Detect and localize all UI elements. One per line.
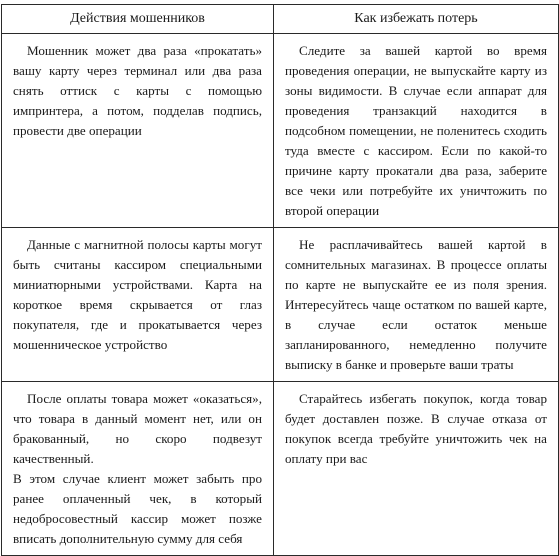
cell-paragraph: Старайтесь избегать покупок, когда товар будет доставлен позже. В случае отказа от покупок всегда требуйте уничтожить чек на оплату при вас xyxy=(285,391,547,466)
fraud-action-cell xyxy=(2,228,274,382)
table-row xyxy=(2,382,559,556)
header-fraud-actions: Действия мошенников xyxy=(2,5,274,34)
cell-paragraph: Мошенник может два раза «прокатать» вашу карту через терминал или два раза снять оттиск с карты с помощью импринтера, а потом, подделав подпись, провести две операции xyxy=(13,43,262,138)
cell-paragraph: Следите за вашей картой во время проведения операции, не выпускайте карту из зоны видимости. В случае если аппарат для проведения транзакций находится в подсобном помещении, не поленитесь сходить туда вместе с кассиром. Если по какой-то причине карту прокатали два раза, заберите все чеки или потребуйте их уничтожить по второй операции xyxy=(285,43,547,218)
cell-paragraph: Данные с магнитной полосы карты могут быть считаны кассиром специальными миниатюрными устройствами. Карта на короткое время скрывается от глаз покупателя, где и прокатывается через мошенническое устройство xyxy=(13,237,262,352)
fraud-action-cell xyxy=(2,382,274,556)
prevention-cell xyxy=(274,228,559,382)
table-row xyxy=(2,228,559,382)
prevention-cell xyxy=(274,382,559,556)
header-how-to-avoid: Как избежать потерь xyxy=(274,5,559,34)
prevention-cell xyxy=(274,34,559,228)
table-row xyxy=(2,34,559,228)
table-header-row xyxy=(2,5,559,34)
fraud-action-cell xyxy=(2,34,274,228)
cell-paragraph: Не расплачивайтесь вашей картой в сомнительных магазинах. В процессе оплаты по карте не выпускайте ее из поля зрения. Интересуйтесь чаще остатком по вашей карте, в случае если остаток меньше запланированного, немедленно получите выписку в банке и проверьте ваши траты xyxy=(285,237,547,372)
cell-paragraph: В этом случае клиент может забыть про ранее оплаченный чек, в который недобросовестный кассир может позже вписать дополнительную сумму для себя xyxy=(13,471,262,546)
fraud-prevention-table xyxy=(1,4,559,556)
cell-paragraph: После оплаты товара может «оказаться», что товара в данный момент нет, или он бракованный, но скоро подвезут качественный. xyxy=(13,391,262,466)
